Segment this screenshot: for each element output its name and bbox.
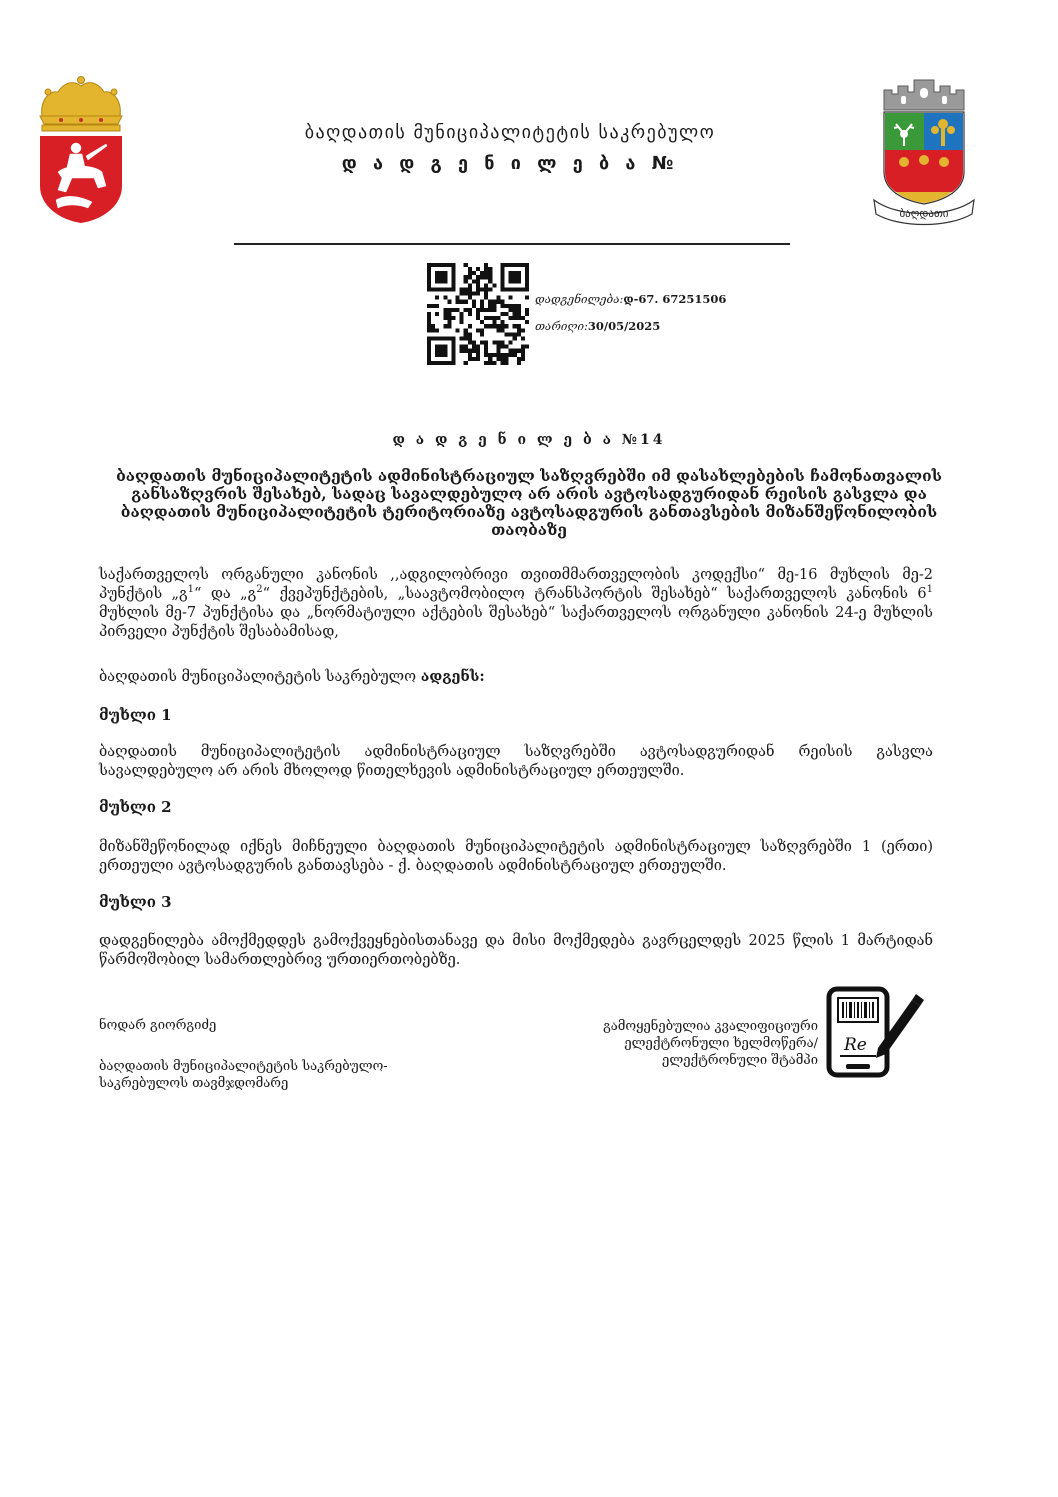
baghdati-coat-of-arms-icon xyxy=(868,72,980,228)
georgia-coat-of-arms-icon xyxy=(36,76,126,224)
resolution-meta-label: დადგენილება: xyxy=(535,292,624,306)
article-1-text: ბაღდათის მუნიციპალიტეტის ადმინისტრაციულ საზღვრებში ავტოსადგურიდან რეისის გასვლა სავალდებულო არ არის მხოლოდ წითელხევის ადმინისტრაციულ ერთეულში. xyxy=(99,744,933,779)
esignature-caption xyxy=(560,1018,818,1069)
electronic-signature-icon xyxy=(826,986,926,1080)
article-2-text: მიზანშეწონილად იქნეს მიჩნეული ბაღდათის მუნიციპალიტეტის ადმინისტრაციულ საზღვრებში 1 (ერთი) ერთეული ავტოსადგურის განთავსება - ქ. ბაღდათის ადმინისტრაციულ ერთეულში. xyxy=(99,839,933,874)
resolution-meta xyxy=(535,292,726,306)
signatory-position-line-2: საკრებულოს თავმჯდომარე xyxy=(99,1076,289,1091)
qr-code-icon[interactable] xyxy=(427,263,529,365)
decree-intro: ბაღდათის მუნიციპალიტეტის საკრებულო ადგენს: xyxy=(99,668,485,685)
esignature-line-1: გამოყენებულია კვალიფიციური xyxy=(603,1019,818,1034)
article-2-heading: მუხლი 2 xyxy=(99,798,172,816)
resolution-meta-value: დ-67. 67251506 xyxy=(623,292,727,306)
emblem-ribbon-text: ბაღდათი xyxy=(899,207,949,220)
document-title: ბაღდათის მუნიციპალიტეტის ადმინისტრაციულ საზღვრებში იმ დასახლებების ჩამონათვალის განსაზღვრის შესახებ, სადაც სავალდებულო არ არის ავტოსადგურიდან რეისის გასვლა და ბაღდათის მუნიციპალიტეტის ტერიტორიაზე ავტოსადგურის განთავსების მიზანშეწონილობის თაობაზე xyxy=(116,466,942,539)
article-3-heading: მუხლი 3 xyxy=(99,893,172,911)
signatory-position-line-1: ბაღდათის მუნიციპალიტეტის საკრებულო- xyxy=(99,1059,388,1074)
resolution-number-title: დ ა დ გ ე ნ ი ლ ე ბ ა №14 xyxy=(392,432,666,448)
date-meta-label: თარიღი: xyxy=(535,319,588,333)
date-meta-value: 30/05/2025 xyxy=(587,319,661,333)
decree-word: ადგენს: xyxy=(420,668,485,685)
signatory-name: ნოდარ გიორგიძე xyxy=(99,1018,217,1033)
date-meta xyxy=(535,319,660,333)
article-1-heading: მუხლი 1 xyxy=(99,706,172,724)
council-title: ბაღდათის მუნიციპალიტეტის საკრებულო xyxy=(304,122,716,143)
esignature-icon-text: Re xyxy=(844,1035,867,1055)
esignature-line-3: ელექტრონული შტამპი xyxy=(662,1053,818,1068)
article-3-text: დადგენილება ამოქმედდეს გამოქვეყნებისთანავე და მისი მოქმედება გავრცელდეს 2025 წლის 1 მარტიდან წარმოშობილ სამართლებრივ ურთიერთობებზე. xyxy=(99,933,933,968)
resolution-heading: დ ა დ გ ე ნ ი ლ ე ბ ა № xyxy=(341,153,679,174)
header-divider xyxy=(234,243,790,245)
preamble-paragraph: საქართველოს ორგანული კანონის ,,ადგილობრივი თვითმმართველობის კოდექსი“ მე-16 მუხლის მე-2 პუნქტის „გ$^1$“ და „გ$^2$“ ქვეპუნქტების, „საავტომობილო ტრანსპორტის შესახებ“ საქართველოს კანონის $6^1$ მუხლის მე-7 პუნქტისა და „ნორმატიული აქტების შესახებ“ საქართველოს ორგანული კანონის 24-ე მუხლის პირველი პუნქტის შესაბამისად, xyxy=(99,567,933,640)
esignature-line-2: ელექტრონული ხელმოწერა/ xyxy=(624,1036,818,1051)
